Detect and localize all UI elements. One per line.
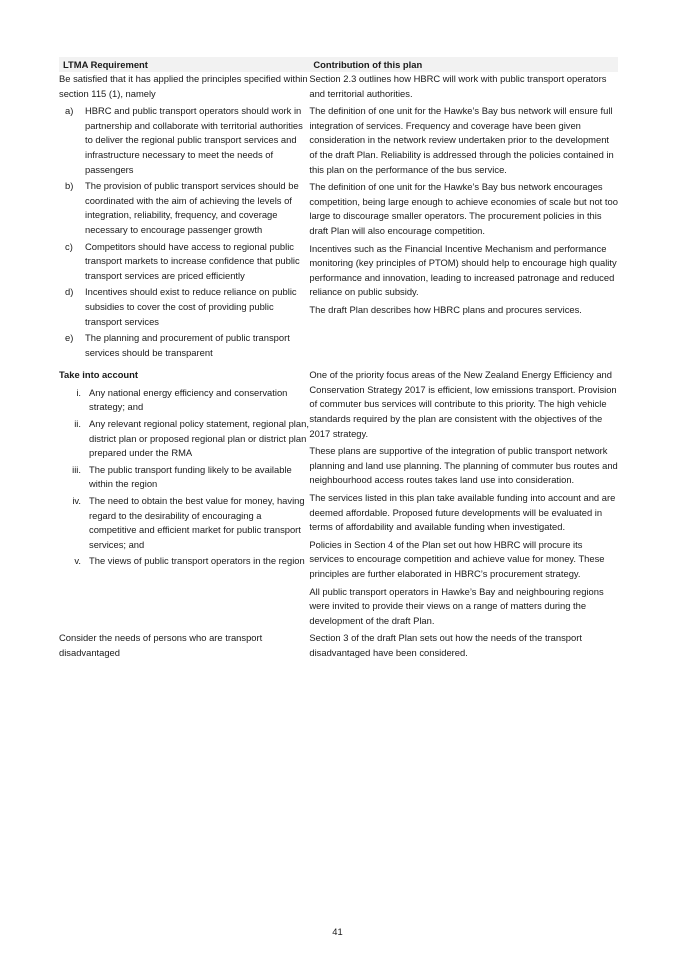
table-row [59,72,618,362]
page-number: 41 [332,926,343,937]
contribution-paragraph: All public transport operators in Hawke’s Bay and neighbouring regions were invited to provide their views on a range of matters during the development of the draft Plan. [309,585,604,626]
requirement-intro: Be satisfied that it has applied the principles specified within section 115 (1), namely [59,73,308,99]
contribution-paragraph: Incentives such as the Financial Incentive Mechanism and performance monitoring (key principles of PTOM) should help to encourage high quality performance and innovation, leading to increased patronage and reduced reliance on public subsidy. [309,242,617,298]
requirement-cell [59,362,309,631]
requirement-cell: Consider the needs of persons who are transport disadvantaged [59,632,263,658]
take-into-account-heading: Take into account [59,369,139,381]
list-item: b) The provision of public transport services should be coordinated with the aim of achieving the levels of integration, reliability, frequency, and coverage necessary to encourage passenger growth [65,180,299,235]
list-item: a) HBRC and public transport operators should work in partnership and collaborate with territorial authorities to deliver the regional public transport services and infrastructure necessary to meet the needs of passengers [65,105,303,175]
list-item: i. Any national energy efficiency and conservation strategy; and [76,386,288,413]
contribution-cell: Section 3 of the draft Plan sets out how the needs of the transport disadvantaged have been considered. [309,632,582,658]
contribution-paragraph: One of the priority focus areas of the New Zealand Energy Efficiency and Conservation Strategy 2017 is efficient, low emissions transport. Provision of commuter bus services will contribute to this priority. The high vehicle standards required by the plan are consistent with the objectives of the 2017 strategy. [309,369,617,439]
contribution-paragraph: The definition of one unit for the Hawke’s Bay bus network encourages competition, being large enough to achieve economies of scale but not too large to discourage smaller operators. The procurement policies in this draft Plan will also encourage competition. [309,181,618,236]
list-item: v. The views of public transport operators in the region [74,555,305,567]
contribution-paragraph: The services listed in this plan take available funding into account and are deemed affordable. Proposed future developments will be evaluated in terms of affordability and available funding when investigated. [309,492,616,533]
list-item: d) Incentives should exist to reduce reliance on public subsidies to cover the cost of providing public transport services [65,286,297,327]
table-row [59,631,618,660]
requirement-cell [59,72,309,362]
list-item: c) Competitors should have access to regional public transport markets to increase confidence that public transport services are priced efficiently [65,240,300,281]
ltma-requirements-table [59,57,618,661]
list-item: ii. Any relevant regional policy statement, regional plan, district plan or proposed regional plan or district plan prepared under the RMA [74,418,309,459]
table-row [59,362,618,631]
contribution-paragraph: Section 2.3 outlines how HBRC will work with public transport operators and territorial authorities. [309,73,607,99]
principles-list [59,104,309,360]
list-item: iii. The public transport funding likely to be available within the region [72,463,292,490]
contribution-paragraph: The definition of one unit for the Hawke’s Bay bus network will ensure full integration of services. Frequency and coverage have been given consideration in the network review undertaken prior to the development of the draft Plan. Reliability is addressed through the policies contained in this plan on the performance of the bus service. [309,105,614,175]
contribution-cell [309,72,618,362]
header-ltma-requirement: LTMA Requirement [59,57,309,72]
table-header-row [59,57,618,72]
contribution-paragraph: Policies in Section 4 of the Plan set out how HBRC will procure its services to encourage competition and achieve value for money. These principles are further elaborated in HBRC’s procurement strategy. [309,538,605,579]
list-item: e) The planning and procurement of public transport services should be transparent [65,332,290,358]
header-contribution: Contribution of this plan [309,57,618,72]
contribution-cell [309,362,618,631]
contribution-paragraph: The draft Plan describes how HBRC plans and procures services. [309,303,582,315]
considerations-list [59,386,309,569]
list-item: iv. The need to obtain the best value for money, having regard to the desirability of encouraging a competitive and efficient market for public transport services; and [72,495,305,550]
contribution-paragraph: These plans are supportive of the integration of public transport network planning and land use planning. The planning of commuter bus routes and neighbourhood access routes takes land use into consideration. [309,445,618,486]
